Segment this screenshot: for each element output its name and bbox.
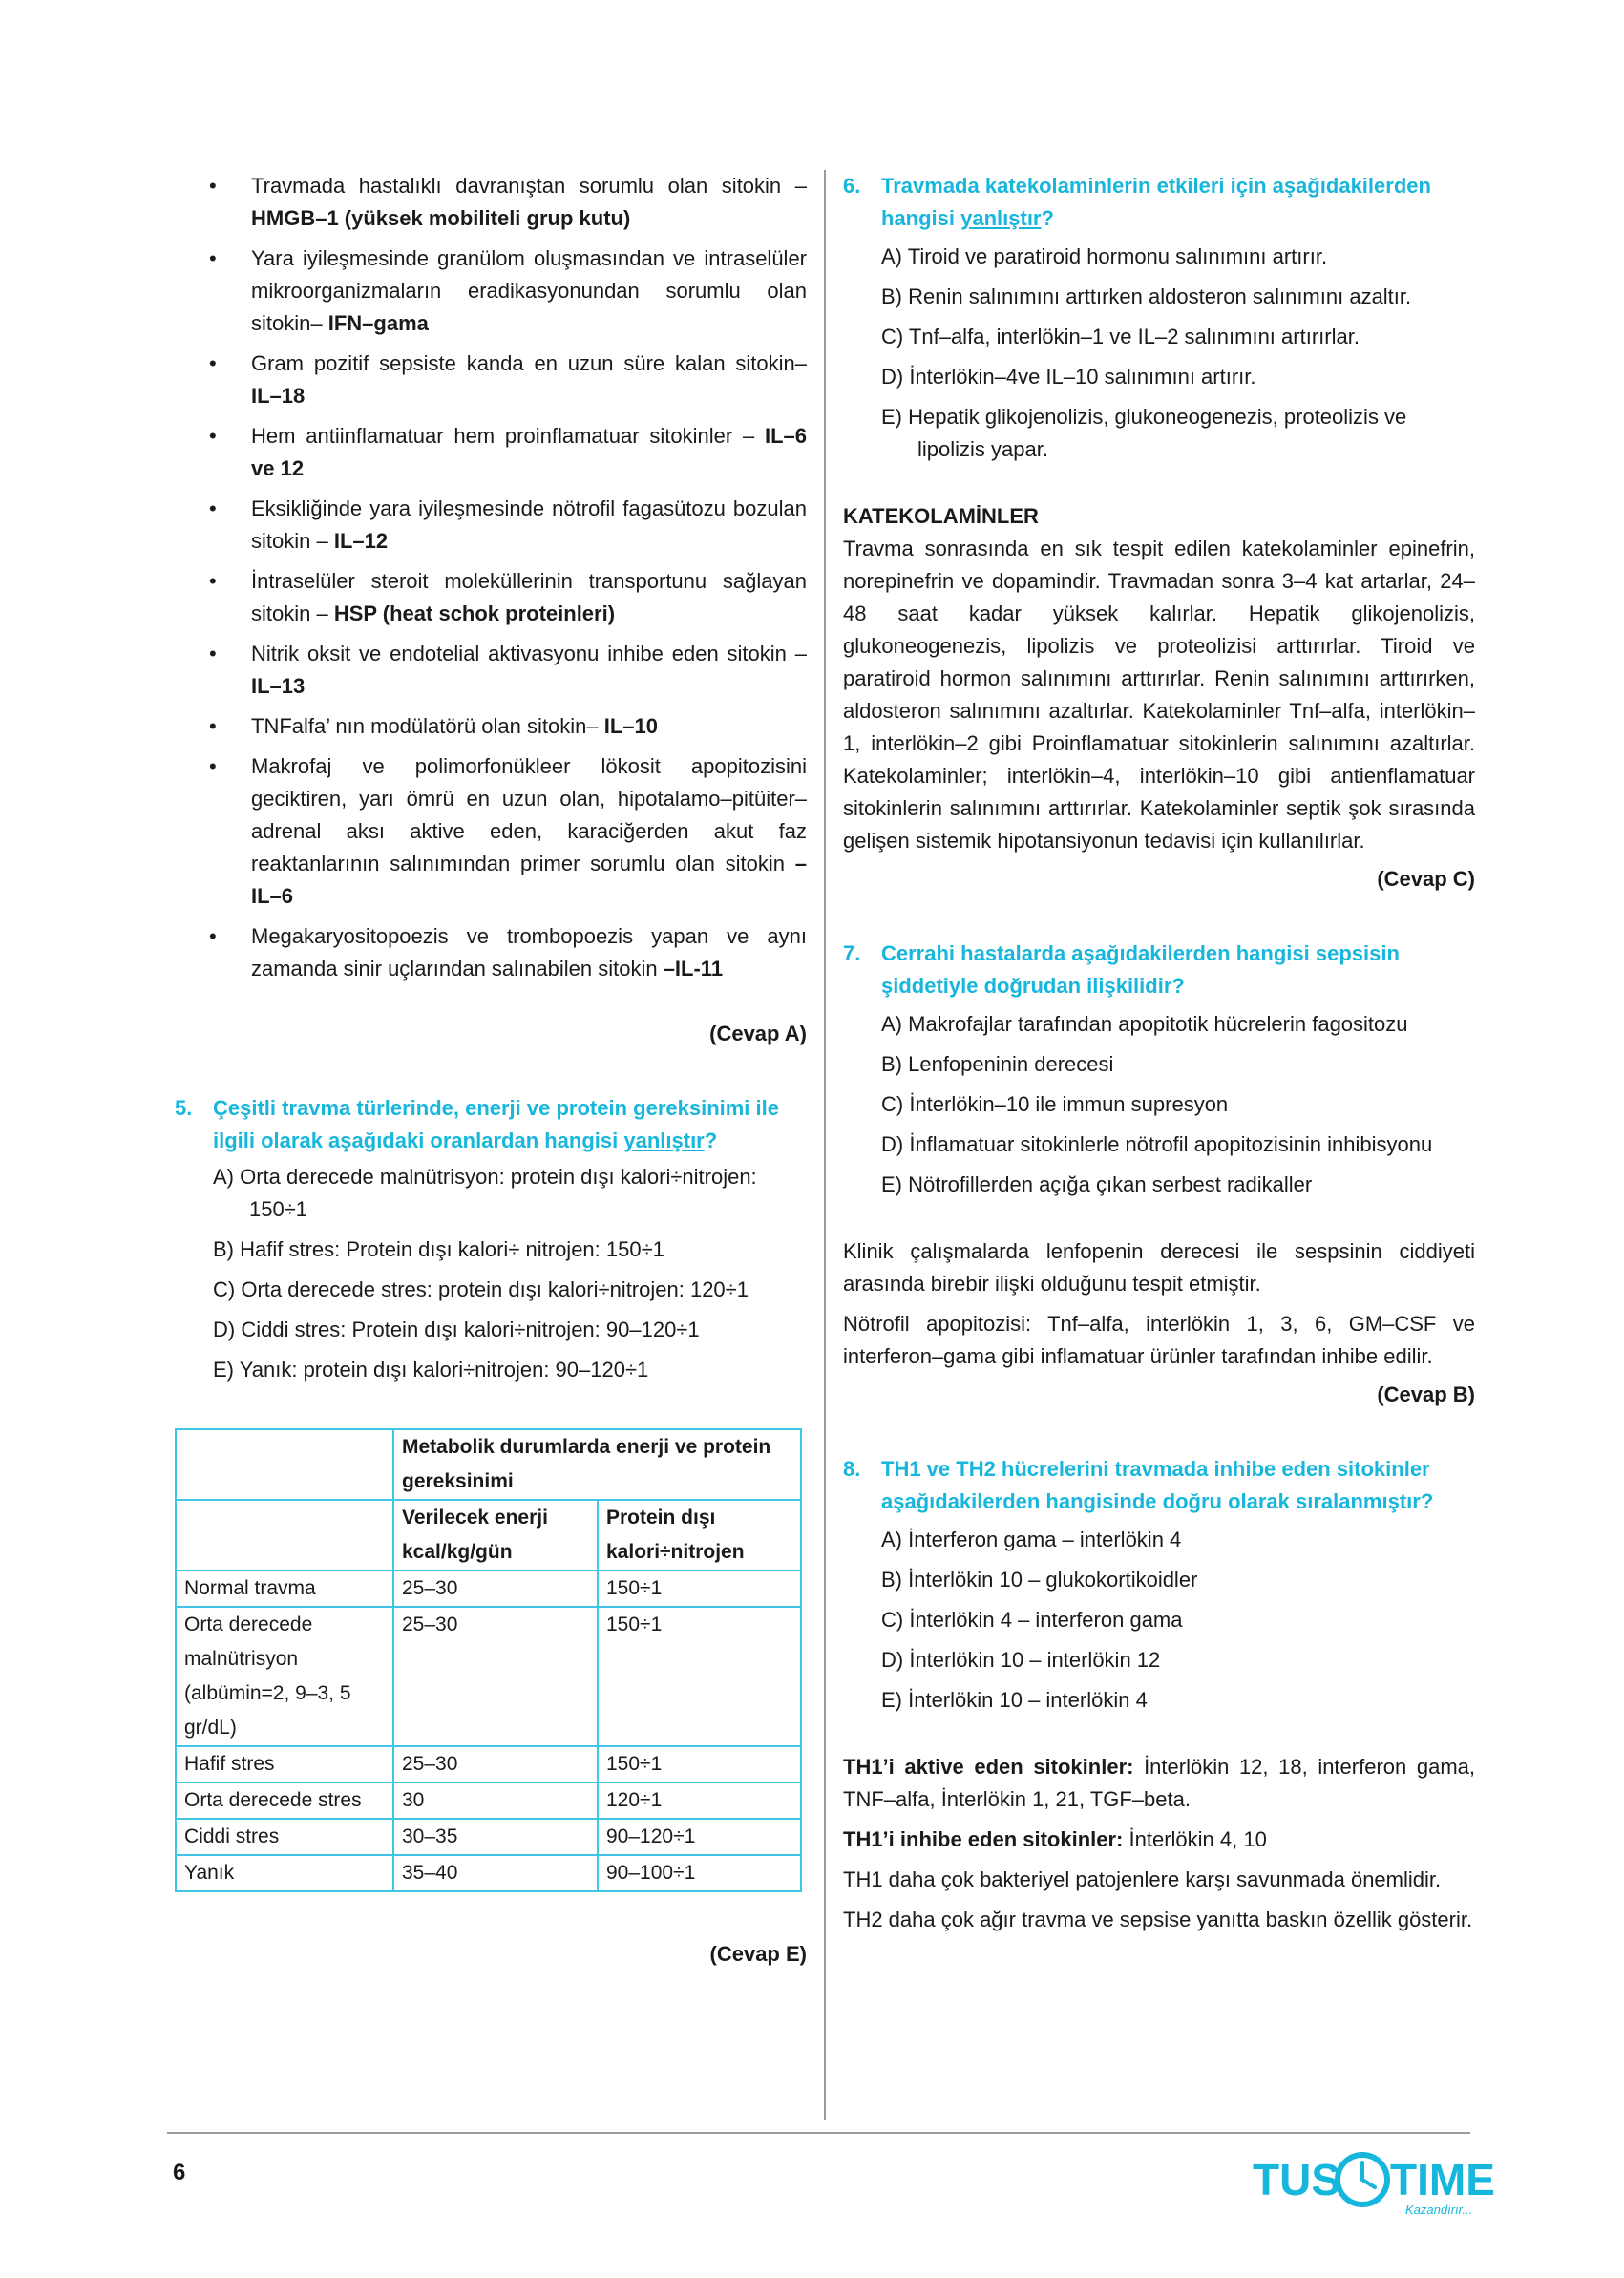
table-header: Metabolik durumlarda enerji ve protein gereksinimi <box>393 1429 801 1500</box>
table-cell: 150÷1 <box>598 1607 801 1746</box>
option-a: A) İnterferon gama – interlökin 4 <box>881 1528 1182 1551</box>
th1-inhibitors: TH1’i inhibe eden sitokinler: İnterlökin 4, 10 <box>843 1827 1267 1851</box>
answer-a: (Cevap A) <box>709 1022 807 1045</box>
option-c: C) İnterlökin 4 – interferon gama <box>881 1608 1183 1632</box>
question-7: 7. Cerrahi hastalarda aşağıdakilerden hangisi sepsisin şiddetiyle doğrudan ilişkilidir? <box>843 941 1400 998</box>
left-column <box>175 170 807 1971</box>
q7-explanation-1: Klinik çalışmalarda lenfopenin derecesi ile sespsinin ciddiyeti arasında birebir ilişki olduğunu tespit etmiştir. <box>843 1239 1475 1296</box>
table-cell: 90–120÷1 <box>598 1819 801 1855</box>
katekolamin-paragraph: Travma sonrasında en sık tespit edilen katekolaminler epinefrin, norepinefrin ve dopamindir. Travmadan sonra 3–4 kat artarlar, 24–48 saat kadar yüksek kalırlar. Hepatik glikojenolizis, glukoneogenezis, lipolizis ve proteolizisi arttırırlar. Tiroid ve paratiroid hormon salınımını arttırırlar. Renin salınımını arttırırken, aldosteron salınımını azaltırlar. Katekolaminler Tnf–alfa, interlökin–1, interlökin–2 gibi Proinflamatuar sitokinlerin salınımını azaltırlar. Katekolaminler; interlökin–4, interlökin–10 gibi antienflamatuar sitokinlerin salınımını arttırırlar. Katekolaminler septik şok sırasında gelişen sistemik hipotansiyonun tedavisi için kullanılırlar. <box>843 537 1475 853</box>
answer-e: (Cevap E) <box>709 1942 807 1966</box>
table-cell: 25–30 <box>393 1571 598 1607</box>
option-e: E) İnterlökin 10 – interlökin 4 <box>881 1688 1148 1712</box>
table-cell: Orta derecede malnütrisyon (albümin=2, 9–3, 5 gr/dL) <box>176 1607 393 1746</box>
table-cell: 35–40 <box>393 1855 598 1891</box>
list-item: • Travmada hastalıklı davranıştan sorumlu olan sitokin – HMGB–1 (yüksek mobiliteli grup kutu) <box>175 170 807 235</box>
option-c: C) Orta derecede stres: protein dışı kalori÷nitrojen: 120÷1 <box>213 1277 749 1301</box>
table-cell <box>176 1429 393 1500</box>
option-d: D) Ciddi stres: Protein dışı kalori÷nitrojen: 90–120÷1 <box>213 1318 700 1341</box>
table-cell: 25–30 <box>393 1746 598 1782</box>
option-d: D) İnterlökin 10 – interlökin 12 <box>881 1648 1161 1672</box>
list-item: • Yara iyileşmesinde granülom oluşmasından ve intraselüler mikroorganizmaların eradikasyonundan sorumlu olan sitokin– IFN–gama <box>175 243 807 340</box>
table-cell: 30–35 <box>393 1819 598 1855</box>
list-item: • TNFalfa’ nın modülatörü olan sitokin– IL–10 <box>175 710 807 743</box>
table-row <box>176 1607 801 1746</box>
option-b: B) İnterlökin 10 – glukokortikoidler <box>881 1568 1198 1592</box>
question-8-options <box>843 1524 1475 1717</box>
table-row <box>176 1746 801 1782</box>
tustime-logo <box>1253 2145 1495 2222</box>
list-item: • İntraselüler steroit moleküllerinin transportunu sağlayan sitokin – HSP (heat schok proteinleri) <box>175 565 807 630</box>
right-column <box>843 170 1475 1936</box>
table-cell <box>176 1500 393 1571</box>
list-item: • Hem antiinflamatuar hem proinflamatuar sitokinler – IL–6 ve 12 <box>175 420 807 485</box>
option-a: A) Tiroid ve paratiroid hormonu salınımını artırır. <box>881 244 1328 268</box>
option-d: D) İnterlökin–4ve IL–10 salınımını artırır. <box>881 365 1256 389</box>
option-a: A) Orta derecede malnütrisyon: protein dışı kalori÷nitrojen: 150÷1 <box>213 1165 757 1221</box>
table-cell: 120÷1 <box>598 1782 801 1819</box>
list-item: • Gram pozitif sepsiste kanda en uzun süre kalan sitokin– IL–18 <box>175 348 807 412</box>
logo-tagline: Kazandırır... <box>1405 2203 1473 2217</box>
logo-text-right: TIME <box>1390 2155 1495 2204</box>
table-cell: 90–100÷1 <box>598 1855 801 1891</box>
table-row <box>176 1855 801 1891</box>
question-5-options <box>175 1161 807 1386</box>
list-item: • Eksikliğinde yara iyileşmesinde nötrofil fagasütozu bozulan sitokin – IL–12 <box>175 493 807 558</box>
table-cell: 25–30 <box>393 1607 598 1746</box>
cytokine-bullet-list <box>175 170 807 985</box>
table-cell: 150÷1 <box>598 1746 801 1782</box>
column-header-energy: Verilecek enerji kcal/kg/gün <box>393 1500 598 1571</box>
list-item: • Nitrik oksit ve endotelial aktivasyonu inhibe eden sitokin – IL–13 <box>175 638 807 703</box>
option-d: D) İnflamatuar sitokinlerle nötrofil apopitozisinin inhibisyonu <box>881 1132 1433 1156</box>
table-row <box>176 1782 801 1819</box>
answer-b: (Cevap B) <box>1377 1382 1475 1406</box>
section-heading-katekolaminler: KATEKOLAMİNLER <box>843 504 1039 528</box>
option-b: B) Hafif stres: Protein dışı kalori÷ nitrojen: 150÷1 <box>213 1237 664 1261</box>
th2-note: TH2 daha çok ağır travma ve sepsise yanıtta baskın özellik gösterir. <box>843 1908 1473 1931</box>
option-a: A) Makrofajlar tarafından apopitotik hücrelerin fagositozu <box>881 1012 1408 1036</box>
question-5: 5. Çeşitli travma türlerinde, enerji ve protein gereksinimi ile ilgili olarak aşağıdaki oranlardan hangisi yanlıştır? <box>175 1096 779 1152</box>
table-cell: 30 <box>393 1782 598 1819</box>
th1-activators: TH1’i aktive eden sitokinler: İnterlökin 12, 18, interferon gama, TNF–alfa, İnterlökin 1, 21, TGF–beta. <box>843 1755 1476 1811</box>
q7-explanation-2: Nötrofil apopitozisi: Tnf–alfa, interlökin 1, 3, 6, GM–CSF ve interferon–gama gibi inflamatuar ürünler tarafından inhibe edilir. <box>843 1312 1475 1368</box>
metabolic-requirements-table <box>175 1428 802 1892</box>
option-c: C) İnterlökin–10 ile immun supresyon <box>881 1092 1229 1116</box>
th1-note: TH1 daha çok bakteriyel patojenlere karşı savunmada önemlidir. <box>843 1867 1442 1891</box>
table-cell: Orta derecede stres <box>176 1782 393 1819</box>
answer-c: (Cevap C) <box>1377 867 1475 891</box>
table-row <box>176 1500 801 1571</box>
option-e: E) Hepatik glikojenolizis, glukoneogenezis, proteolizis ve lipolizis yapar. <box>881 405 1407 461</box>
table-cell: 150÷1 <box>598 1571 801 1607</box>
table-row <box>176 1429 801 1500</box>
option-c: C) Tnf–alfa, interlökin–1 ve IL–2 salınımını artırırlar. <box>881 325 1360 348</box>
table-cell: Normal travma <box>176 1571 393 1607</box>
question-6-options <box>843 241 1475 466</box>
clock-icon <box>1338 2155 1387 2204</box>
list-item: • Megakaryositopoezis ve trombopoezis yapan ve aynı zamanda sinir uçlarından salınabilen sitokin –IL-11 <box>175 920 807 985</box>
table-row <box>176 1571 801 1607</box>
table-cell: Ciddi stres <box>176 1819 393 1855</box>
question-8: 8. TH1 ve TH2 hücrelerini travmada inhibe eden sitokinler aşağıdakilerden hangisinde doğru olarak sıralanmıştır? <box>843 1457 1434 1513</box>
list-item: • Makrofaj ve polimorfonükleer lökosit apopitozisini geciktiren, yarı ömrü en uzun olan, hipotalamo–pitüiter– adrenal aksı aktive eden, karaciğerden akut faz reaktanlarının salınımından primer sorumlu olan sitokin –IL–6 <box>175 750 807 913</box>
column-header-protein: Protein dışı kalori÷nitrojen <box>598 1500 801 1571</box>
table-row <box>176 1819 801 1855</box>
option-b: B) Renin salınımını arttırken aldosteron salınımını azaltır. <box>881 285 1412 308</box>
logo-text-left: TUS <box>1253 2155 1340 2204</box>
option-b: B) Lenfopeninin derecesi <box>881 1052 1114 1076</box>
footer-divider <box>167 2132 1470 2134</box>
question-6: 6. Travmada katekolaminlerin etkileri için aşağıdakilerden hangisi yanlıştır? <box>843 174 1431 230</box>
question-7-options <box>843 1008 1475 1201</box>
column-divider <box>824 170 826 2120</box>
page-number: 6 <box>173 2160 186 2185</box>
option-e: E) Nötrofillerden açığa çıkan serbest radikaller <box>881 1172 1313 1196</box>
table-cell: Yanık <box>176 1855 393 1891</box>
option-e: E) Yanık: protein dışı kalori÷nitrojen: 90–120÷1 <box>213 1358 649 1382</box>
table-cell: Hafif stres <box>176 1746 393 1782</box>
